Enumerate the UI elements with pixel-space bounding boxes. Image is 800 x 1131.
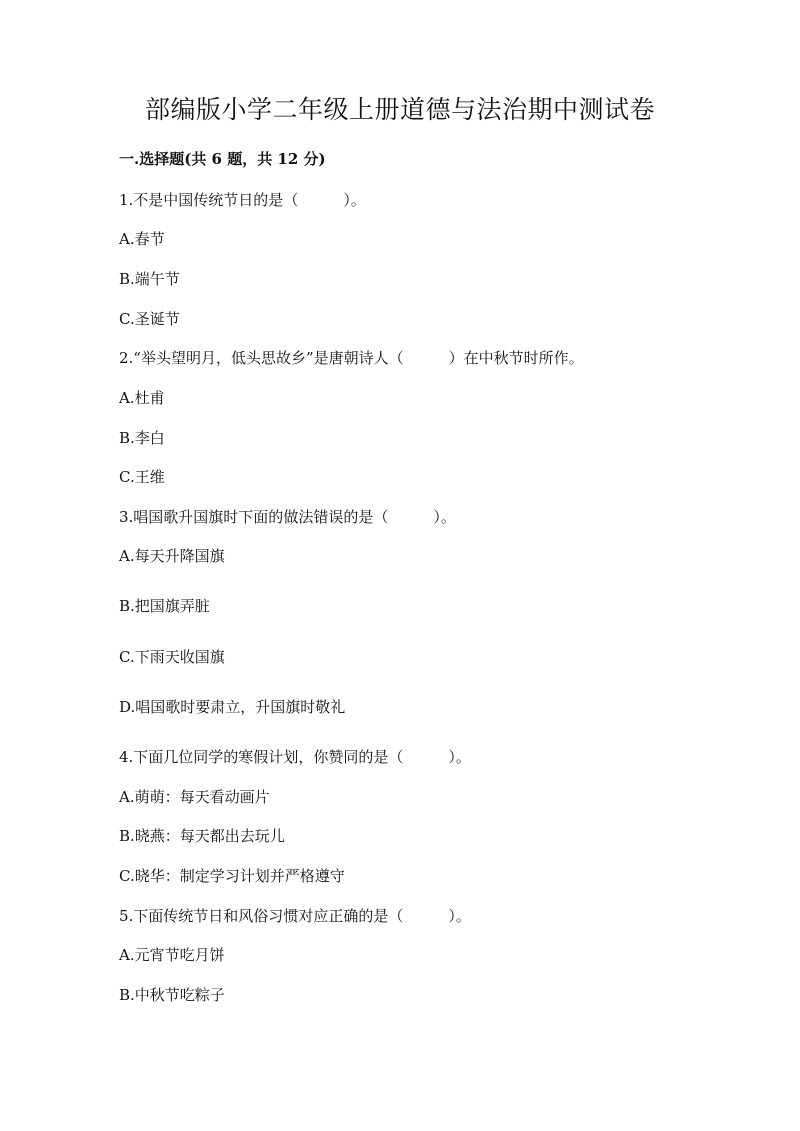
question-1-option-c: C.圣诞节 (119, 310, 180, 328)
question-4-option-b: B.晓燕：每天都出去玩儿 (119, 827, 285, 845)
question-3-option-d: D.唱国歌时要肃立，升国旗时敬礼 (119, 698, 346, 716)
question-2-option-c: C.王维 (119, 468, 165, 486)
question-4-option-a: A.萌萌：每天看动画片 (119, 788, 270, 806)
question-5-option-a: A.元宵节吃月饼 (119, 946, 225, 964)
question-3-option-c: C.下雨天收国旗 (119, 648, 225, 666)
question-3-option-a: A.每天升降国旗 (119, 547, 225, 565)
section-heading: 一.选择题(共 6 题，共 12 分) (119, 150, 326, 168)
question-1-stem: 1.不是中国传统节日的是（ ）。 (119, 191, 366, 209)
question-3-option-b: B.把国旗弄脏 (119, 597, 210, 615)
question-4-stem: 4.下面几位同学的寒假计划，你赞同的是（ ）。 (119, 748, 471, 766)
question-3-stem: 3.唱国歌升国旗时下面的做法错误的是（ ）。 (119, 508, 456, 526)
question-5-stem: 5.下面传统节日和风俗习惯对应正确的是（ ）。 (119, 907, 471, 925)
question-2-stem: 2.“举头望明月，低头思故乡”是唐朝诗人（ ）在中秋节时所作。 (119, 349, 584, 367)
question-2-option-b: B.李白 (119, 429, 165, 447)
question-1-option-a: A.春节 (119, 230, 165, 248)
question-5-option-b: B.中秋节吃粽子 (119, 986, 225, 1004)
question-2-option-a: A.杜甫 (119, 389, 165, 407)
question-1-option-b: B.端午节 (119, 270, 180, 288)
page-title: 部编版小学二年级上册道德与法治期中测试卷 (144, 95, 655, 124)
question-4-option-c: C.晓华：制定学习计划并严格遵守 (119, 867, 345, 885)
